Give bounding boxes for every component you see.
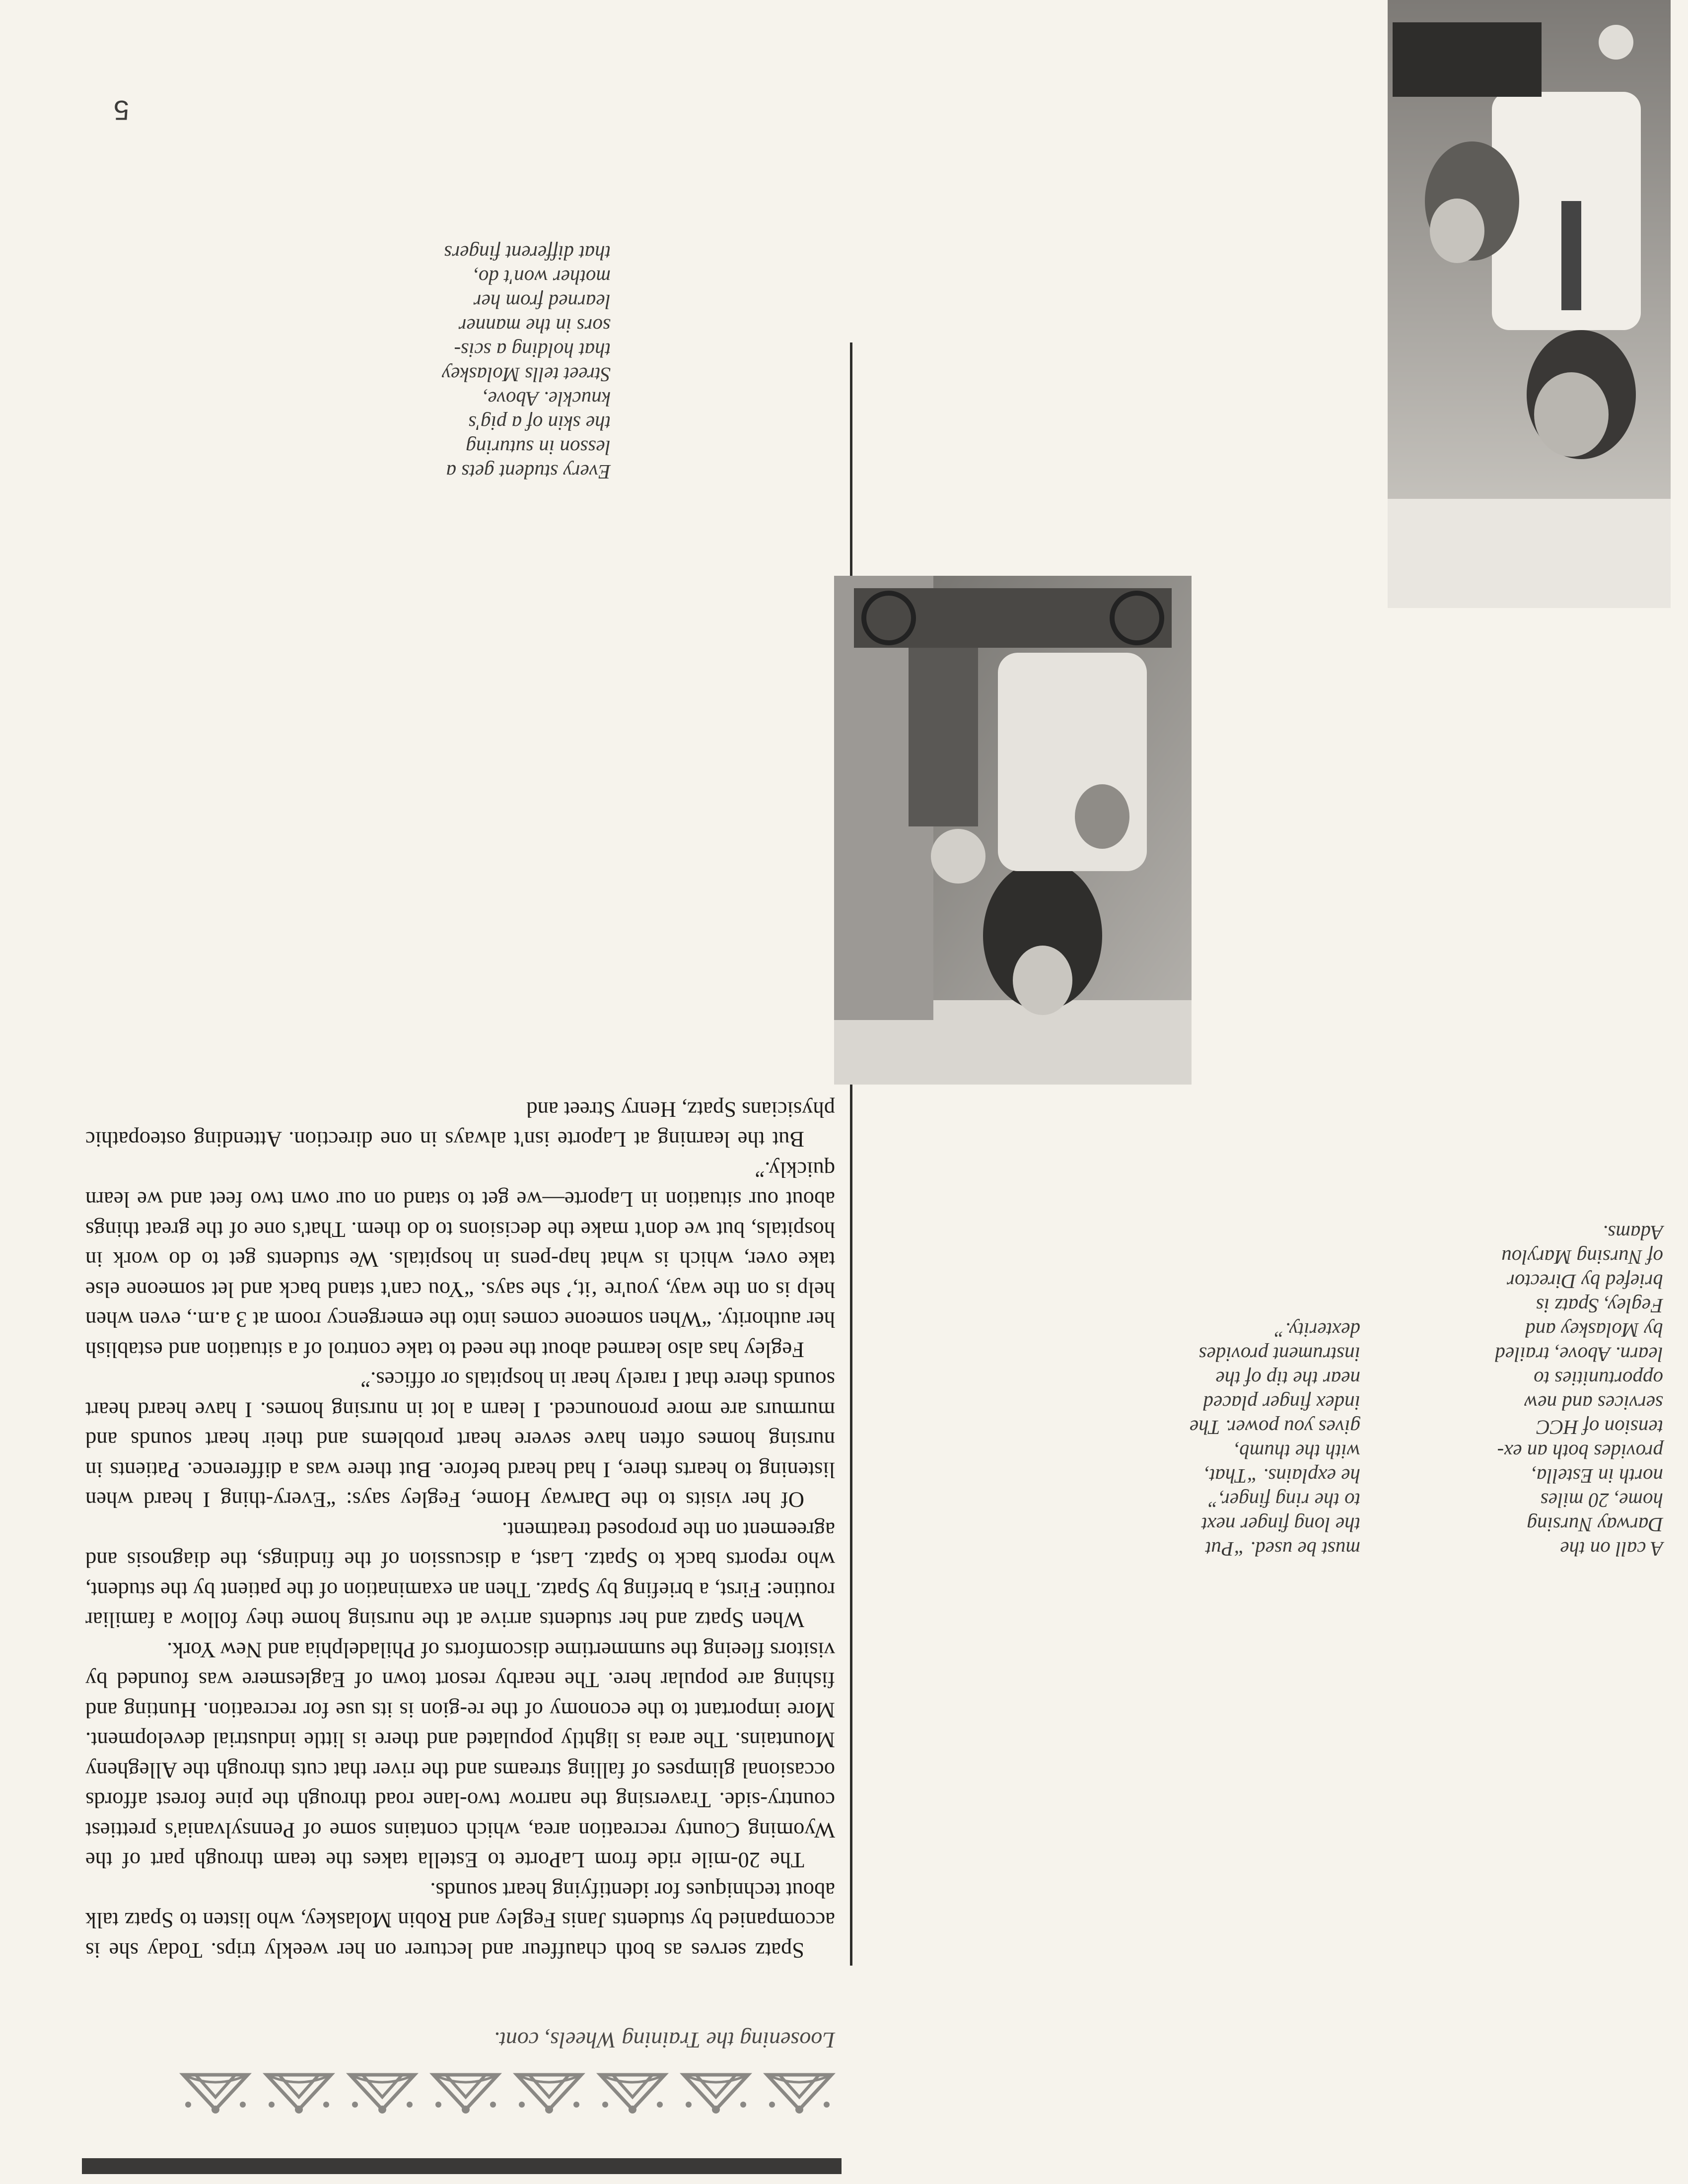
ornament-motif-icon bbox=[512, 2070, 586, 2119]
caption-suturing-part-2: must be used. “Put the long finger next to the ring finger,” he explains. “That, with the thumb, gives you power. The index finger placed near the tip of the instrument provides dexterity.” bbox=[1190, 1319, 1360, 1561]
ornament-motif-icon bbox=[428, 2070, 503, 2119]
header-rule bbox=[82, 2158, 842, 2174]
caption-suturing-part-1: Every student gets a lesson in suturing the skin of a pig's knuckle. Above, Street tells Molaskey that holding a scis- sors in the manner learned from her mother won't do, that different fingers bbox=[441, 242, 611, 483]
darway-nursing-photo bbox=[834, 576, 1192, 1085]
ornament-motif-icon bbox=[595, 2070, 670, 2119]
running-title: Loosening the Training Wheels, cont. bbox=[493, 2028, 835, 2053]
ornament-motif-icon bbox=[762, 2070, 837, 2119]
ornament-motif-icon bbox=[262, 2070, 336, 2119]
suturing-lesson-photo bbox=[1388, 0, 1671, 608]
ornament-border bbox=[82, 2070, 837, 2119]
paragraph: Fegley has also learned about the need to take control of a situation and establish her authority. “When someone comes into the emergency room at 3 a.m., even when help is on the way, you're ‘it,’ she says. “You can't stand back and let someone else take over, which is what hap-pens in hospitals. We students get to do work in hospitals, but we don't make the decisions to do them. That's one of the great things about our situation in Laporte—we get to stand on our own two feet and we learn quickly.” bbox=[85, 1158, 835, 1363]
article-body bbox=[85, 1095, 835, 1966]
paragraph: Spatz serves as both chauffeur and lecturer on her weekly trips. Today she is accompanied by students Janis Fegley and Robin Molaskey, who listen to Spatz talk about techniques for identifying heart sounds. bbox=[85, 1878, 835, 1963]
paragraph: The 20-mile ride from LaPorte to Estella takes the team through part of the Wyoming County recreation area, which contains some of Pennsylvania's prettiest country-side. Traversing the narrow two-lane road through the pine forest affords occasional glimpses of falling streams and the river that cuts through the Allegheny Mountains. The area is lightly populated and there is little industrial development. More important to the economy of the re-gion is its use for recreation. Hunting and fishing are popular here. The nearby resort town of Eaglesmere was founded by visitors fleeing the summertime discomforts of Philadelphia and New York. bbox=[85, 1638, 835, 1873]
paragraph: But the learning at Laporte isn't always in one direction. Attending osteopathic physicians Spatz, Henry Street and bbox=[85, 1097, 835, 1153]
ornament-motif-icon bbox=[178, 2070, 253, 2119]
ornament-motif-icon bbox=[679, 2070, 753, 2119]
paragraph: Of her visits to the Darway Home, Fegley says: “Every-thing I heard when listening to hearts there, I had heard before. But there was a difference. Patients in nursing homes often have severe heart problems and their heart sounds and murmurs are more pronounced. I learn a lot in nursing homes. I have heard heart sounds there that I rarely hear in hospitals or offices.” bbox=[85, 1367, 835, 1513]
page-number: 5 bbox=[113, 95, 129, 126]
ornament-motif-icon bbox=[345, 2070, 420, 2119]
paragraph: When Spatz and her students arrive at the nursing home they follow a familiar routine: First, a briefing by Spatz. Then an examination of the patient by the student, who reports back to Spatz. Last, a discussion of the findings, the diagnosis and agreement on the proposed treatment. bbox=[85, 1518, 835, 1633]
caption-darway-visit: A call on the Darway Nursing home, 20 miles north in Estella, provides both an ex- tension of HCC services and new opportunities to learn. Above, trailed by Molaskey and Fegley, Spatz is briefed by Director of Nursing Marylou Adams. bbox=[1495, 1222, 1663, 1561]
